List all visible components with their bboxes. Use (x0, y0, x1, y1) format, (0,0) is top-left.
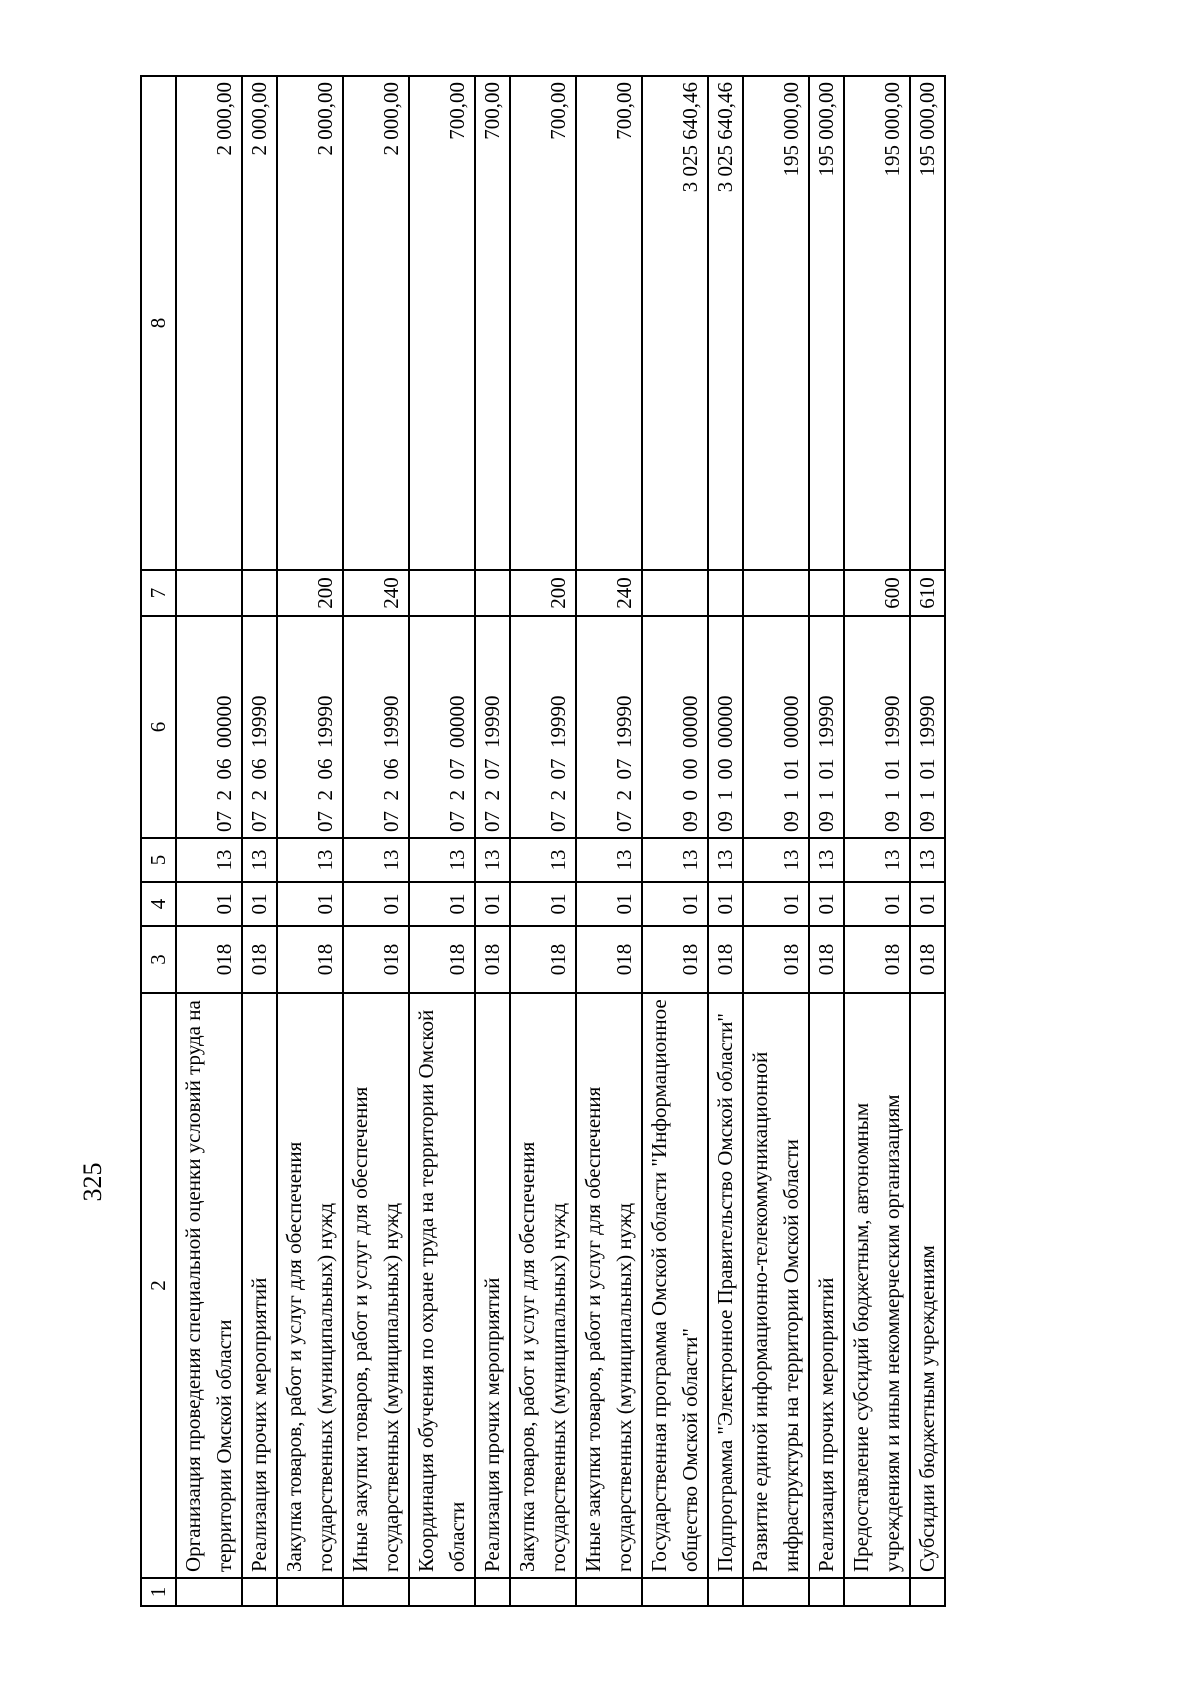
row-number-cell (176, 1578, 242, 1606)
section-code: 01 (708, 882, 743, 926)
expense-type-code (176, 570, 242, 616)
item-name: Координация обучения по охране труда на территории Омской области (409, 993, 475, 1578)
subsection-code: 13 (343, 838, 409, 882)
amount: 2 000,00 (242, 76, 277, 570)
item-name: Подпрограмма "Электронное Правительство Омской области" (708, 993, 743, 1578)
ministry-code: 018 (176, 926, 242, 993)
table-row (844, 76, 910, 1606)
expense-type-code (642, 570, 708, 616)
row-number-cell (277, 1578, 343, 1606)
table-row (576, 76, 642, 1606)
item-name: Закупка товаров, работ и услуг для обеспечения государственных (муниципальных) нужд (510, 993, 576, 1578)
subsection-code: 13 (510, 838, 576, 882)
table-row (409, 76, 475, 1606)
header-col-1: 1 (141, 1578, 176, 1606)
ministry-code: 018 (475, 926, 510, 993)
target-article-code: 09 0 00 00000 (642, 616, 708, 838)
expense-type-code (242, 570, 277, 616)
expense-type-code (409, 570, 475, 616)
section-code: 01 (743, 882, 809, 926)
table-row (242, 76, 277, 1606)
header-col-5: 5 (141, 838, 176, 882)
subsection-code: 13 (409, 838, 475, 882)
table-row (809, 76, 844, 1606)
expense-type-code (743, 570, 809, 616)
ministry-code: 018 (242, 926, 277, 993)
row-number-cell (343, 1578, 409, 1606)
ministry-code: 018 (576, 926, 642, 993)
table-row (510, 76, 576, 1606)
table-row (475, 76, 510, 1606)
item-name: Реализация прочих мероприятий (475, 993, 510, 1578)
subsection-code: 13 (809, 838, 844, 882)
header-col-6: 6 (141, 616, 176, 838)
target-article-code: 09 1 01 19990 (910, 616, 945, 838)
ministry-code: 018 (844, 926, 910, 993)
target-article-code: 07 2 06 19990 (277, 616, 343, 838)
header-col-3: 3 (141, 926, 176, 993)
ministry-code: 018 (343, 926, 409, 993)
item-name: Организация проведения специальной оценки условий труда на территории Омской области (176, 993, 242, 1578)
item-name: Государственная программа Омской области "Информационное общество Омской области" (642, 993, 708, 1578)
expense-type-code (475, 570, 510, 616)
header-col-4: 4 (141, 882, 176, 926)
item-name: Субсидии бюджетным учреждениям (910, 993, 945, 1578)
target-article-code: 09 1 00 00000 (708, 616, 743, 838)
subsection-code: 13 (910, 838, 945, 882)
ministry-code: 018 (409, 926, 475, 993)
section-code: 01 (910, 882, 945, 926)
section-code: 01 (475, 882, 510, 926)
row-number-cell (576, 1578, 642, 1606)
target-article-code: 07 2 07 19990 (475, 616, 510, 838)
section-code: 01 (809, 882, 844, 926)
table-row (910, 76, 945, 1606)
header-row (141, 76, 176, 1606)
amount: 195 000,00 (844, 76, 910, 570)
ministry-code: 018 (642, 926, 708, 993)
item-name: Реализация прочих мероприятий (242, 993, 277, 1578)
subsection-code: 13 (708, 838, 743, 882)
subsection-code: 13 (844, 838, 910, 882)
item-name: Предоставление субсидий бюджетным, автономным учреждениям и иным некоммерческим организациям (844, 993, 910, 1578)
section-code: 01 (409, 882, 475, 926)
subsection-code: 13 (475, 838, 510, 882)
row-number-cell (510, 1578, 576, 1606)
expense-type-code: 200 (277, 570, 343, 616)
amount: 2 000,00 (343, 76, 409, 570)
target-article-code: 09 1 01 19990 (809, 616, 844, 838)
item-name: Закупка товаров, работ и услуг для обеспечения государственных (муниципальных) нужд (277, 993, 343, 1578)
section-code: 01 (242, 882, 277, 926)
section-code: 01 (176, 882, 242, 926)
row-number-cell (242, 1578, 277, 1606)
amount: 700,00 (409, 76, 475, 570)
row-number-cell (844, 1578, 910, 1606)
subsection-code: 13 (242, 838, 277, 882)
subsection-code: 13 (176, 838, 242, 882)
section-code: 01 (510, 882, 576, 926)
amount: 2 000,00 (277, 76, 343, 570)
expense-type-code (809, 570, 844, 616)
item-name: Развитие единой информационно-телекоммуникационной инфраструктуры на территории Омской области (743, 993, 809, 1578)
item-name: Реализация прочих мероприятий (809, 993, 844, 1578)
amount: 2 000,00 (176, 76, 242, 570)
amount: 700,00 (576, 76, 642, 570)
expense-type-code: 610 (910, 570, 945, 616)
subsection-code: 13 (743, 838, 809, 882)
expense-type-code: 240 (576, 570, 642, 616)
row-number-cell (910, 1578, 945, 1606)
section-code: 01 (277, 882, 343, 926)
subsection-code: 13 (277, 838, 343, 882)
ministry-code: 018 (708, 926, 743, 993)
table-row (277, 76, 343, 1606)
target-article-code: 07 2 07 00000 (409, 616, 475, 838)
expense-type-code (708, 570, 743, 616)
ministry-code: 018 (910, 926, 945, 993)
item-name: Иные закупки товаров, работ и услуг для обеспечения государственных (муниципальных) нужд (576, 993, 642, 1578)
ministry-code: 018 (743, 926, 809, 993)
section-code: 01 (642, 882, 708, 926)
row-number-cell (708, 1578, 743, 1606)
subsection-code: 13 (576, 838, 642, 882)
target-article-code: 07 2 06 00000 (176, 616, 242, 838)
table-row (343, 76, 409, 1606)
amount: 700,00 (510, 76, 576, 570)
ministry-code: 018 (277, 926, 343, 993)
table-row (743, 76, 809, 1606)
table-row (642, 76, 708, 1606)
section-code: 01 (343, 882, 409, 926)
header-col-7: 7 (141, 570, 176, 616)
expense-type-code: 240 (343, 570, 409, 616)
target-article-code: 07 2 07 19990 (510, 616, 576, 838)
amount: 195 000,00 (809, 76, 844, 570)
target-article-code: 09 1 01 00000 (743, 616, 809, 838)
header-col-2: 2 (141, 993, 176, 1578)
item-name: Иные закупки товаров, работ и услуг для обеспечения государственных (муниципальных) нужд (343, 993, 409, 1578)
amount: 3 025 640,46 (708, 76, 743, 570)
budget-table (140, 75, 946, 1607)
row-number-cell (642, 1578, 708, 1606)
target-article-code: 07 2 06 19990 (242, 616, 277, 838)
amount: 3 025 640,46 (642, 76, 708, 570)
target-article-code: 07 2 07 19990 (576, 616, 642, 838)
target-article-code: 09 1 01 19990 (844, 616, 910, 838)
expense-type-code: 600 (844, 570, 910, 616)
row-number-cell (743, 1578, 809, 1606)
section-code: 01 (844, 882, 910, 926)
page-number: 325 (78, 1162, 107, 1202)
section-code: 01 (576, 882, 642, 926)
table-row (708, 76, 743, 1606)
amount: 700,00 (475, 76, 510, 570)
ministry-code: 018 (809, 926, 844, 993)
row-number-cell (475, 1578, 510, 1606)
expense-type-code: 200 (510, 570, 576, 616)
amount: 195 000,00 (743, 76, 809, 570)
amount: 195 000,00 (910, 76, 945, 570)
subsection-code: 13 (642, 838, 708, 882)
row-number-cell (809, 1578, 844, 1606)
header-col-8: 8 (141, 76, 176, 570)
table-row (176, 76, 242, 1606)
ministry-code: 018 (510, 926, 576, 993)
rotated-page (78, 77, 1070, 1607)
target-article-code: 07 2 06 19990 (343, 616, 409, 838)
row-number-cell (409, 1578, 475, 1606)
